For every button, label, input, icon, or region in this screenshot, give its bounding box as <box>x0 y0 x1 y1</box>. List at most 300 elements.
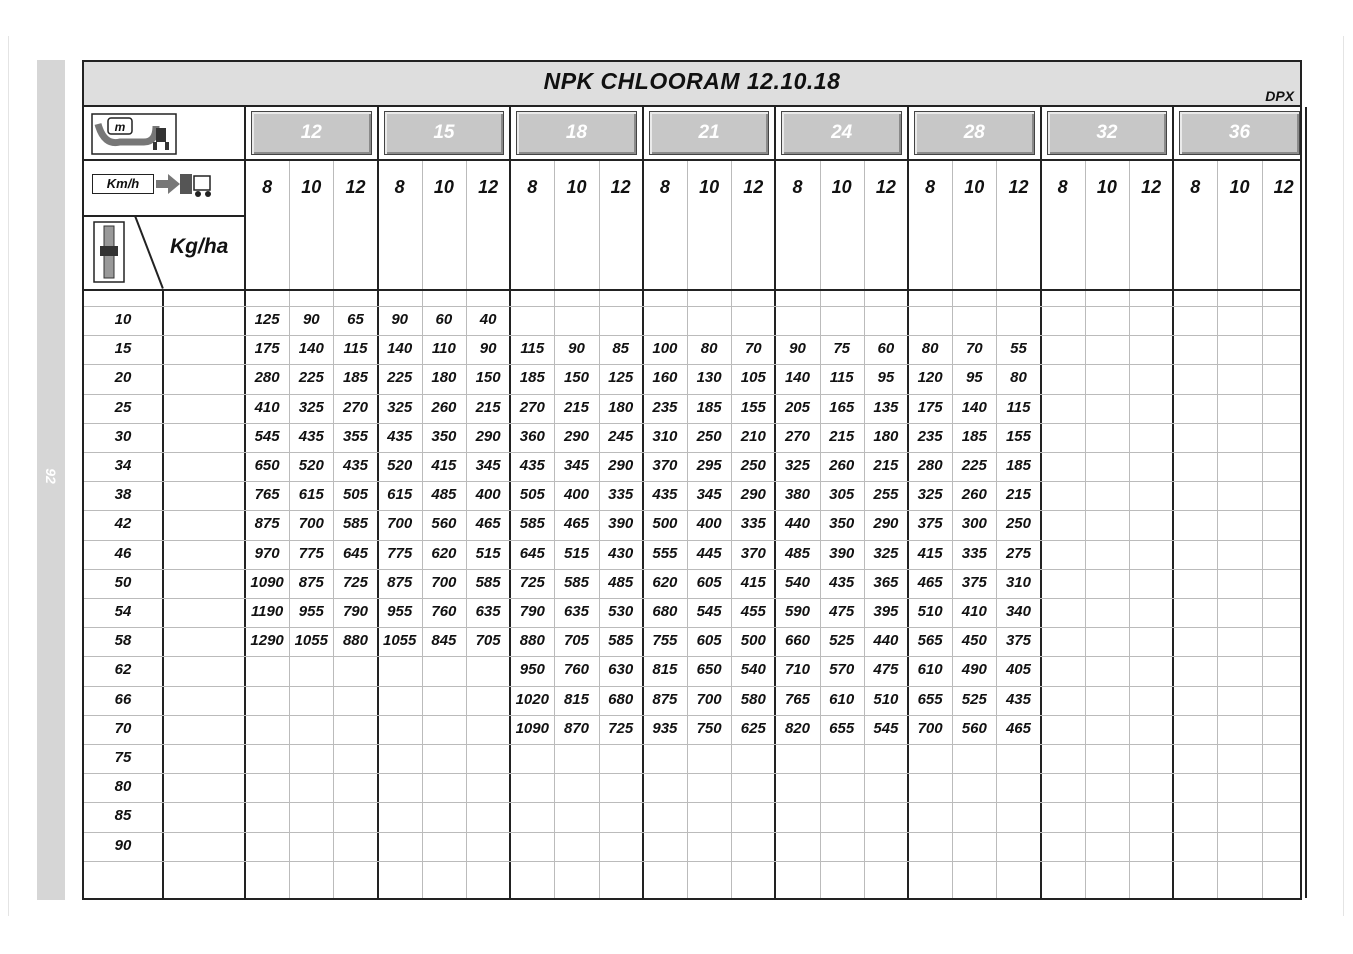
dosage-cell: 205 <box>784 398 810 416</box>
dosage-cell: 345 <box>563 457 589 474</box>
dosage-cell: 70 <box>965 340 983 358</box>
dosage-cell: 435 <box>829 573 855 591</box>
grid-line <box>84 715 1300 716</box>
dosage-cell: 150 <box>563 369 589 387</box>
dosage-cell: 705 <box>563 632 589 650</box>
dosage-cell: 405 <box>1005 661 1031 679</box>
dosage-cell: 105 <box>740 369 766 387</box>
dosage-cell: 635 <box>475 603 501 620</box>
dosage-cell: 775 <box>298 544 324 562</box>
dosage-cell: 875 <box>387 573 413 591</box>
speed-header: 10 <box>301 177 322 197</box>
dosage-cell: 270 <box>342 398 368 416</box>
dosage-cell: 225 <box>961 457 987 474</box>
grid-line <box>1129 160 1130 898</box>
dosage-cell: 580 <box>740 690 766 708</box>
dosage-cell: 280 <box>917 457 943 474</box>
speed-header: 12 <box>478 177 499 197</box>
dosage-cell: 290 <box>873 515 899 533</box>
dosage-cell: 1055 <box>294 632 328 650</box>
dosage-cell: 445 <box>696 544 722 562</box>
dosage-cell: 380 <box>784 486 810 504</box>
dosage-cell: 820 <box>784 719 810 737</box>
dosage-cell: 290 <box>608 457 634 474</box>
width-header-36: 36 <box>1179 111 1300 155</box>
width-header-32: 32 <box>1047 111 1168 155</box>
setting-label: 62 <box>114 661 132 679</box>
dosage-cell: 1290 <box>250 632 284 650</box>
setting-label: 70 <box>114 719 132 737</box>
dosage-cell: 725 <box>342 573 368 591</box>
label-divider <box>162 290 164 898</box>
header-divider <box>84 215 245 217</box>
grid-line <box>84 394 1300 395</box>
dosage-cell: 485 <box>608 573 634 591</box>
lever-setting-icon <box>90 220 130 286</box>
dosage-cell: 515 <box>563 544 589 562</box>
dosage-cell: 605 <box>696 573 722 591</box>
dosage-cell: 90 <box>568 340 585 358</box>
grid-line <box>84 540 1300 541</box>
grid-line <box>84 481 1300 482</box>
dosage-cell: 175 <box>254 340 280 358</box>
dosage-cell: 55 <box>1010 340 1027 358</box>
dosage-cell: 455 <box>740 603 766 620</box>
dosage-cell: 305 <box>829 486 855 504</box>
dosage-cell: 1055 <box>383 632 417 650</box>
speed-header: 12 <box>1141 177 1162 197</box>
dosage-cell: 185 <box>696 398 722 416</box>
dosage-cell: 590 <box>784 603 810 620</box>
speed-header: 12 <box>743 177 764 197</box>
setting-label: 25 <box>114 398 132 416</box>
grid-line <box>84 452 1300 453</box>
dosage-cell: 500 <box>740 632 766 650</box>
setting-label: 34 <box>114 457 132 474</box>
dosage-cell: 465 <box>475 515 501 533</box>
dosage-cell: 680 <box>652 603 678 620</box>
dosage-cell: 1090 <box>515 719 549 737</box>
dosage-cell: 725 <box>608 719 634 737</box>
dosage-cell: 505 <box>342 486 368 504</box>
dosage-cell: 1020 <box>515 690 549 708</box>
dosage-cell: 540 <box>784 573 810 591</box>
dosage-cell: 955 <box>387 603 413 620</box>
setting-label: 58 <box>114 632 132 650</box>
dosage-cell: 350 <box>431 427 457 445</box>
dosage-cell: 250 <box>696 427 722 445</box>
speed-header: 10 <box>964 177 985 197</box>
dosage-cell: 645 <box>342 544 368 562</box>
speed-header: 12 <box>1008 177 1029 197</box>
dosage-cell: 970 <box>254 544 280 562</box>
dosage-cell: 635 <box>563 603 589 620</box>
dosage-cell: 650 <box>696 661 722 679</box>
dosage-cell: 510 <box>873 690 899 708</box>
dosage-cell: 935 <box>652 719 678 737</box>
setting-label: 38 <box>114 486 132 504</box>
speed-header: 8 <box>925 177 936 197</box>
dosage-cell: 215 <box>873 457 899 474</box>
header-divider <box>84 159 1300 161</box>
dosage-cell: 290 <box>475 427 501 445</box>
dosage-cell: 135 <box>873 398 899 416</box>
dosage-cell: 615 <box>298 486 324 504</box>
dosage-cell: 260 <box>829 457 855 474</box>
dosage-cell: 300 <box>961 515 987 533</box>
grid-line <box>84 627 1300 628</box>
dosage-cell: 955 <box>298 603 324 620</box>
dosage-cell: 485 <box>431 486 457 504</box>
dosage-cell: 765 <box>254 486 280 504</box>
dosage-cell: 250 <box>1005 515 1031 533</box>
title-bar <box>84 62 1300 107</box>
dosage-cell: 245 <box>608 427 634 445</box>
dosage-cell: 585 <box>563 573 589 591</box>
dosage-cell: 450 <box>961 632 987 650</box>
dosage-cell: 485 <box>784 544 810 562</box>
dosage-cell: 555 <box>652 544 678 562</box>
dosage-cell: 570 <box>829 661 855 679</box>
grid-line <box>84 802 1300 803</box>
dosage-cell: 725 <box>519 573 545 591</box>
dosage-cell: 270 <box>519 398 545 416</box>
dosage-cell: 520 <box>298 457 324 474</box>
dosage-cell: 750 <box>696 719 722 737</box>
dosage-cell: 415 <box>740 573 766 591</box>
dosage-cell: 615 <box>387 486 413 504</box>
dosage-cell: 435 <box>652 486 678 504</box>
dosage-cell: 210 <box>740 427 766 445</box>
dosage-cell: 465 <box>1005 719 1031 737</box>
dosage-cell: 755 <box>652 632 678 650</box>
setting-label: 30 <box>114 427 132 445</box>
dosage-cell: 680 <box>608 690 634 708</box>
dosage-cell: 185 <box>1005 457 1031 474</box>
dosage-cell: 845 <box>431 632 457 650</box>
dosage-cell: 225 <box>387 369 413 387</box>
dosage-cell: 475 <box>873 661 899 679</box>
speed-header: 12 <box>1273 177 1294 197</box>
dosage-cell: 310 <box>1005 573 1031 591</box>
dosage-cell: 655 <box>829 719 855 737</box>
setting-label: 90 <box>114 836 132 854</box>
dosage-cell: 875 <box>652 690 678 708</box>
dosage-cell: 155 <box>740 398 766 416</box>
dosage-cell: 1090 <box>250 573 284 591</box>
dosage-cell: 255 <box>873 486 899 504</box>
dosage-cell: 215 <box>475 398 501 416</box>
dosage-cell: 345 <box>475 457 501 474</box>
page-edge-left <box>8 36 9 916</box>
dosage-cell: 175 <box>917 398 943 416</box>
dosage-cell: 290 <box>740 486 766 504</box>
dosage-cell: 505 <box>519 486 545 504</box>
dosage-cell: 875 <box>254 515 280 533</box>
dosage-cell: 760 <box>431 603 457 620</box>
grid-line <box>84 598 1300 599</box>
dosage-cell: 150 <box>475 369 501 387</box>
dosage-cell: 370 <box>740 544 766 562</box>
dosage-cell: 645 <box>519 544 545 562</box>
dosage-cell: 585 <box>475 573 501 591</box>
dosage-cell: 340 <box>1005 603 1031 620</box>
dosage-cell: 90 <box>391 311 409 328</box>
dosage-cell: 650 <box>254 457 280 474</box>
dosage-cell: 565 <box>917 632 943 650</box>
dosage-cell: 185 <box>342 369 368 387</box>
dosage-cell: 435 <box>387 427 413 445</box>
speed-header: 8 <box>659 177 670 197</box>
dosage-cell: 180 <box>873 427 899 445</box>
dosage-cell: 815 <box>652 661 678 679</box>
width-header-28: 28 <box>914 111 1035 155</box>
speed-header: 12 <box>345 177 366 197</box>
dosage-cell: 390 <box>829 544 855 562</box>
speed-header: 10 <box>1096 177 1117 197</box>
dosage-cell: 440 <box>784 515 810 533</box>
speed-header: 10 <box>566 177 587 197</box>
dosage-cell: 500 <box>652 515 678 533</box>
dosage-cell: 90 <box>302 311 320 328</box>
speed-header: 12 <box>610 177 631 197</box>
corner-diagonal <box>134 215 163 288</box>
setting-label: 54 <box>114 603 132 620</box>
dosage-cell: 815 <box>563 690 589 708</box>
dosage-cell: 870 <box>563 719 589 737</box>
page-edge-right <box>1343 36 1344 916</box>
grid-line <box>84 306 1300 307</box>
dosage-cell: 260 <box>961 486 987 504</box>
dosage-cell: 75 <box>833 340 851 358</box>
speed-header: 8 <box>1057 177 1068 197</box>
speed-header: 8 <box>792 177 803 197</box>
dosage-cell: 180 <box>431 369 457 387</box>
dosage-cell: 1190 <box>250 603 284 620</box>
setting-label: 50 <box>114 573 132 591</box>
dosage-cell: 40 <box>479 311 497 328</box>
grid-line <box>84 335 1300 336</box>
dosage-cell: 325 <box>298 398 324 416</box>
speed-header: 10 <box>831 177 852 197</box>
dosage-cell: 60 <box>435 311 453 328</box>
unit-label: Kg/ha <box>170 235 229 258</box>
grid-line <box>84 510 1300 511</box>
dosage-cell: 180 <box>608 398 634 416</box>
dosage-cell: 880 <box>519 632 545 650</box>
dosage-cell: 435 <box>519 457 545 474</box>
dosage-cell: 760 <box>563 661 589 679</box>
dosage-cell: 160 <box>652 369 678 387</box>
dosage-cell: 430 <box>608 544 634 562</box>
speed-header: 8 <box>262 177 273 197</box>
dosage-cell: 540 <box>740 661 766 679</box>
dosage-cell: 250 <box>740 457 766 474</box>
dosage-cell: 490 <box>961 661 987 679</box>
dosage-cell: 710 <box>784 661 810 679</box>
dosage-cell: 545 <box>254 427 280 445</box>
dosage-cell: 440 <box>873 632 899 650</box>
group-divider <box>1172 107 1174 898</box>
grid-line <box>84 364 1300 365</box>
grid-line <box>84 569 1300 570</box>
dosage-cell: 400 <box>563 486 589 504</box>
dosage-cell: 100 <box>652 340 678 358</box>
dosage-cell: 585 <box>342 515 368 533</box>
dosage-cell: 70 <box>744 340 762 358</box>
dosage-cell: 60 <box>877 340 895 358</box>
setting-label: 80 <box>114 778 132 796</box>
setting-label: 20 <box>114 369 132 387</box>
dosage-cell: 140 <box>298 340 324 358</box>
dosage-cell: 325 <box>873 544 899 562</box>
dosage-cell: 270 <box>784 427 810 445</box>
dosage-cell: 80 <box>1010 369 1027 387</box>
spreader-width-icon <box>90 112 178 156</box>
dosage-cell: 560 <box>961 719 987 737</box>
dosage-cell: 355 <box>342 427 368 445</box>
dosage-cell: 400 <box>696 515 722 533</box>
setting-label: 75 <box>114 749 132 766</box>
dosage-cell: 215 <box>563 398 589 416</box>
dosage-cell: 140 <box>387 340 413 358</box>
width-header-12: 12 <box>251 111 372 155</box>
dosage-cell: 700 <box>431 573 457 591</box>
dosage-cell: 80 <box>700 340 718 358</box>
dosage-cell: 140 <box>961 398 987 416</box>
grid-line <box>1085 160 1086 898</box>
dosage-cell: 335 <box>961 544 987 562</box>
dosage-cell: 185 <box>519 369 545 387</box>
setting-label: 66 <box>114 690 132 708</box>
dosage-cell: 545 <box>696 603 722 620</box>
dosage-cell: 350 <box>829 515 855 533</box>
dosage-cell: 345 <box>696 486 722 504</box>
dosage-cell: 510 <box>917 603 943 620</box>
dosage-cell: 660 <box>784 632 810 650</box>
dosage-cell: 115 <box>343 340 368 358</box>
dosage-cell: 585 <box>519 515 545 533</box>
header-divider <box>84 289 1300 291</box>
dosage-cell: 585 <box>608 632 634 650</box>
dosage-cell: 295 <box>696 457 722 474</box>
dosage-cell: 395 <box>873 603 899 620</box>
grid-line <box>84 832 1300 833</box>
speed-header: 12 <box>875 177 896 197</box>
dosage-cell: 310 <box>652 427 678 445</box>
dosage-cell: 515 <box>475 544 501 562</box>
dosage-cell: 530 <box>608 603 634 620</box>
dosage-cell: 775 <box>387 544 413 562</box>
dosage-cell: 560 <box>431 515 457 533</box>
grid-line <box>1262 160 1263 898</box>
dosage-cell: 290 <box>563 427 589 445</box>
dosage-cell: 545 <box>873 719 899 737</box>
dosage-cell: 880 <box>342 632 368 650</box>
dosage-cell: 235 <box>917 427 943 445</box>
width-header-15: 15 <box>384 111 505 155</box>
speed-header: 8 <box>527 177 538 197</box>
dosage-cell: 655 <box>917 690 943 708</box>
dosage-cell: 120 <box>917 369 943 387</box>
dosage-cell: 90 <box>789 340 806 358</box>
dosage-cell: 410 <box>961 603 987 620</box>
setting-label: 15 <box>114 340 132 358</box>
dosage-cell: 525 <box>829 632 855 650</box>
dosage-cell: 335 <box>740 515 766 533</box>
dosage-cell: 185 <box>961 427 987 445</box>
dosage-cell: 165 <box>829 398 855 416</box>
dosage-cell: 155 <box>1005 427 1031 445</box>
dosage-cell: 700 <box>387 515 413 533</box>
dosage-cell: 375 <box>961 573 987 591</box>
dosage-cell: 620 <box>652 573 678 591</box>
dosage-cell: 115 <box>1006 398 1031 416</box>
dosage-cell: 700 <box>696 690 722 708</box>
dosage-cell: 90 <box>479 340 497 358</box>
grid-line <box>84 744 1300 745</box>
dosage-cell: 700 <box>917 719 943 737</box>
dosage-cell: 700 <box>298 515 324 533</box>
dosage-cell: 325 <box>917 486 943 504</box>
dosage-cell: 950 <box>519 661 545 679</box>
model-code: DPX <box>1265 88 1294 104</box>
dosage-cell: 415 <box>431 457 457 474</box>
dosage-cell: 610 <box>829 690 855 708</box>
dosage-cell: 280 <box>254 369 280 387</box>
grid-line <box>1217 160 1218 898</box>
dosage-cell: 525 <box>961 690 987 708</box>
dosage-cell: 95 <box>965 369 983 387</box>
dosage-cell: 620 <box>431 544 457 562</box>
grid-line <box>84 686 1300 687</box>
dosage-cell: 115 <box>520 340 545 358</box>
dosage-cell: 275 <box>1005 544 1031 562</box>
dosage-cell: 140 <box>784 369 810 387</box>
group-divider <box>1305 107 1307 898</box>
dosage-cell: 630 <box>608 661 634 679</box>
dosage-cell: 95 <box>877 369 895 387</box>
table-title: NPK CHLOORAM 12.10.18 <box>543 68 841 94</box>
grid-line <box>84 773 1300 774</box>
dosage-cell: 370 <box>652 457 678 474</box>
dosage-cell: 125 <box>254 311 280 328</box>
dosage-cell: 410 <box>254 398 280 416</box>
dosage-cell: 360 <box>519 427 545 445</box>
tractor-speed-icon <box>154 166 214 202</box>
speed-header: 8 <box>1190 177 1201 197</box>
dosage-cell: 325 <box>784 457 810 474</box>
speed-header: 10 <box>433 177 454 197</box>
width-header-24: 24 <box>781 111 902 155</box>
dosage-cell: 215 <box>1005 486 1031 504</box>
dosage-cell: 415 <box>917 544 943 562</box>
dosage-cell: 610 <box>917 661 943 679</box>
grid-line <box>84 423 1300 424</box>
width-header-21: 21 <box>649 111 770 155</box>
dosage-cell: 790 <box>342 603 368 620</box>
dosage-cell: 260 <box>431 398 457 416</box>
dosage-cell: 335 <box>608 486 634 504</box>
dosage-cell: 80 <box>921 340 939 358</box>
speed-header: 8 <box>394 177 405 197</box>
dosage-cell: 875 <box>298 573 324 591</box>
grid-line <box>84 861 1300 862</box>
dosage-cell: 375 <box>1005 632 1031 650</box>
svg-text:m: m <box>114 120 126 134</box>
dosage-cell: 325 <box>387 398 413 416</box>
dosage-cell: 390 <box>608 515 634 533</box>
